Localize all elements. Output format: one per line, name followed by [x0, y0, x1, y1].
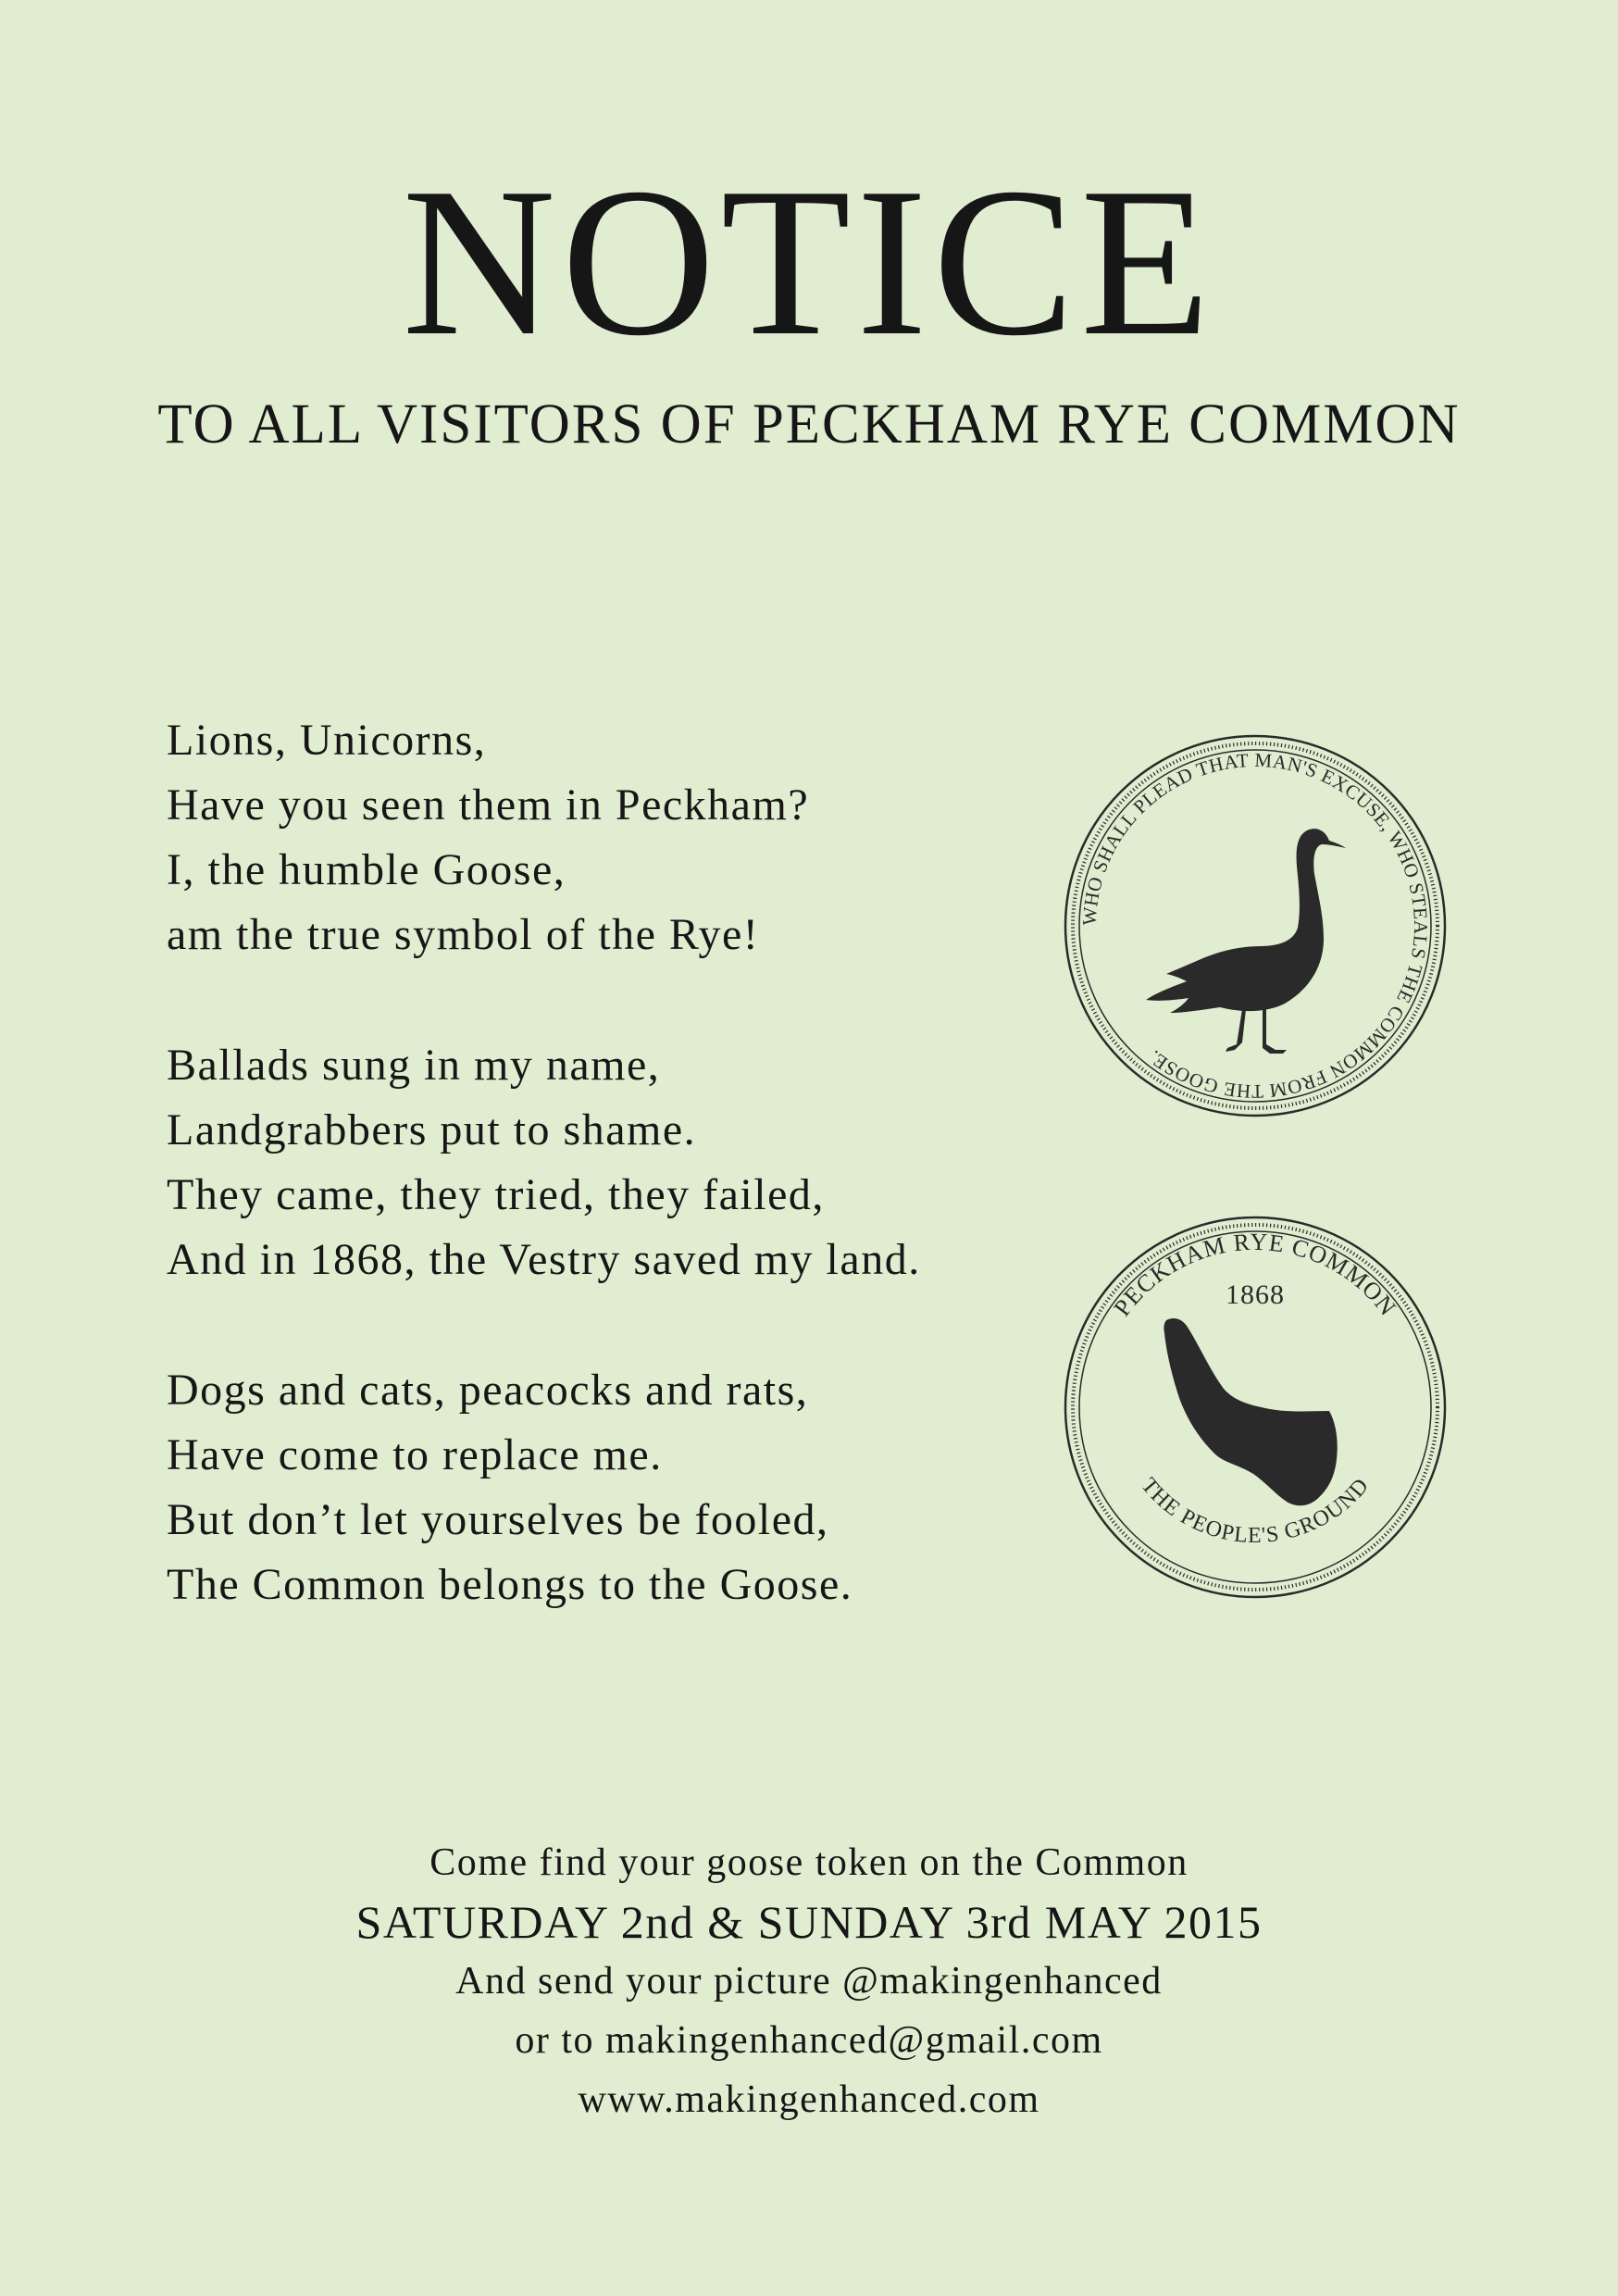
- map-seal-bottom-text: THE PEOPLE'S GROUND: [1136, 1473, 1375, 1548]
- notice-title: NOTICE: [402, 144, 1216, 380]
- seal-outer-ring: [1065, 736, 1445, 1116]
- footer: [0, 1833, 1618, 2129]
- footer-website: www.makingenhanced.com: [578, 2078, 1040, 2121]
- poem-line: Lions, Unicorns,: [167, 716, 487, 765]
- poem-stanza-1: [167, 708, 1055, 967]
- map-seal-top-text: PECKHAM RYE COMMON: [1108, 1228, 1402, 1322]
- common-map-icon: [1164, 1318, 1337, 1505]
- goose-seal-ring-text: WHO SHALL PLEAD THAT MAN'S EXCUSE, WHO STEALS THE COMMON FROM THE GOOSE.: [1077, 748, 1433, 1104]
- notice-subtitle: TO ALL VISITORS OF PECKHAM RYE COMMON: [157, 393, 1461, 455]
- poem-line: The Common belongs to the Goose.: [167, 1560, 853, 1609]
- map-seal-graphic: [1061, 1213, 1450, 1602]
- goose-seal: [1061, 731, 1450, 1120]
- poem-line: They came, they tried, they failed,: [167, 1170, 825, 1219]
- poem-line: Have come to replace me.: [167, 1430, 663, 1479]
- poem-stanza-3: [167, 1358, 1055, 1617]
- poem-line: Dogs and cats, peacocks and rats,: [167, 1366, 809, 1415]
- poem-line: I, the humble Goose,: [167, 845, 566, 894]
- map-seal-year: 1868: [1226, 1279, 1285, 1310]
- poem-line: Have you seen them in Peckham?: [167, 780, 810, 830]
- footer-email-line: or to makingenhanced@gmail.com: [515, 2019, 1103, 2062]
- goose-seal-graphic: [1061, 731, 1450, 1120]
- poem-stanza-2: [167, 1033, 1055, 1292]
- map-seal: [1061, 1213, 1450, 1602]
- goose-silhouette-icon: [1146, 829, 1346, 1054]
- poem-line: Landgrabbers put to shame.: [167, 1105, 697, 1154]
- poem-line: Ballads sung in my name,: [167, 1041, 661, 1090]
- seal-hatch-ring: [1073, 743, 1438, 1108]
- poem-line: But don’t let yourselves be fooled,: [167, 1495, 829, 1544]
- footer-dates: SATURDAY 2nd & SUNDAY 3rd MAY 2015: [355, 1896, 1263, 1948]
- poem-line: am the true symbol of the Rye!: [167, 910, 760, 959]
- poem: [167, 708, 1055, 1683]
- poem-line: And in 1868, the Vestry saved my land.: [167, 1235, 921, 1284]
- footer-token-line: Come find your goose token on the Common: [429, 1841, 1189, 1884]
- footer-send-line: And send your picture @makingenhanced: [455, 1960, 1163, 2003]
